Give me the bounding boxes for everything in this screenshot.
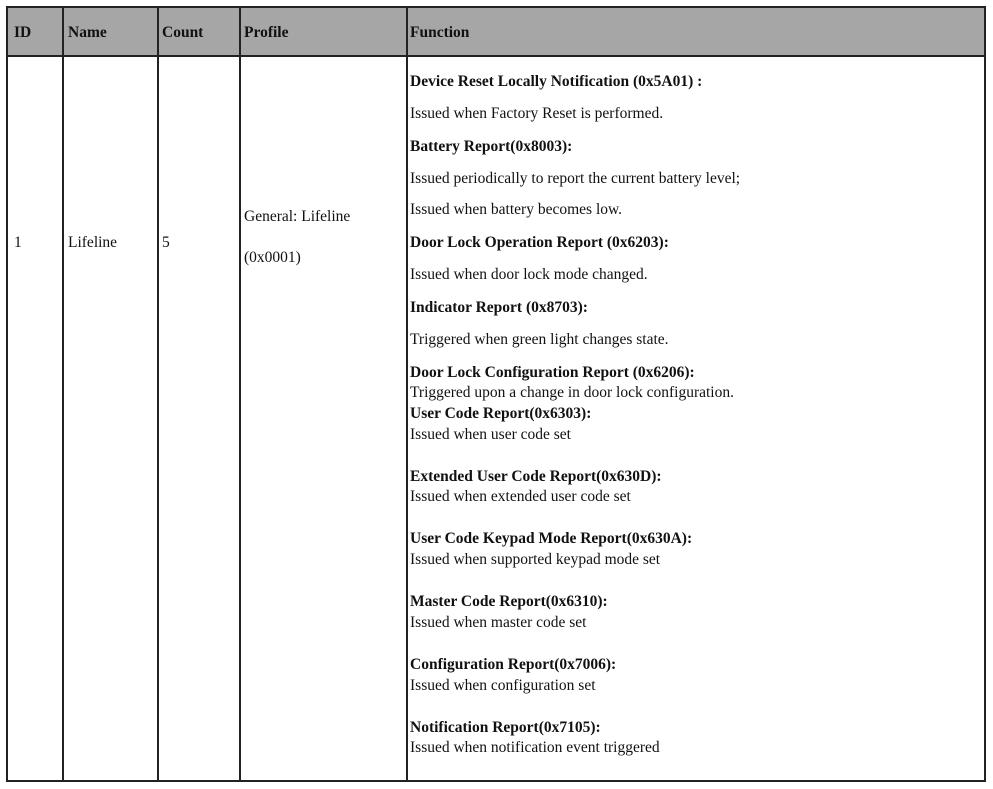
border-col-4 (406, 6, 408, 782)
border-col-3 (239, 6, 241, 782)
function-title: Battery Report(0x8003): (410, 138, 573, 155)
function-title: Indicator Report (0x8703): (410, 299, 588, 316)
border-left (6, 6, 8, 782)
cell-id: 1 (14, 234, 22, 251)
function-desc: Issued when battery becomes low. (410, 201, 623, 218)
function-title: Configuration Report(0x7006): (410, 656, 617, 673)
function-desc: Issued when extended user code set (410, 488, 631, 505)
function-desc: Issued when supported keypad mode set (410, 551, 661, 568)
cell-profile-line1: General: Lifeline (244, 208, 351, 225)
function-desc: Issued when user code set (410, 426, 571, 443)
function-desc: Issued periodically to report the current battery level; (410, 170, 741, 187)
border-bottom (6, 780, 986, 782)
function-title: Door Lock Configuration Report (0x6206): (410, 364, 695, 381)
function-title: Device Reset Locally Notification (0x5A01) : (410, 73, 703, 90)
border-top (6, 6, 986, 8)
function-title: Extended User Code Report(0x630D): (410, 468, 662, 485)
function-title: Door Lock Operation Report (0x6203): (410, 234, 669, 251)
function-desc: Issued when Factory Reset is performed. (410, 105, 664, 122)
function-desc: Issued when master code set (410, 614, 587, 631)
header-profile: Profile (244, 24, 289, 41)
header-count: Count (162, 24, 204, 41)
cell-count: 5 (162, 234, 170, 251)
cell-profile-line2: (0x0001) (244, 249, 301, 266)
border-right (984, 6, 986, 782)
function-desc: Issued when notification event triggered (410, 739, 660, 756)
header-function: Function (410, 24, 470, 41)
border-col-1 (62, 6, 64, 782)
border-col-2 (157, 6, 159, 782)
header-name: Name (68, 24, 107, 41)
function-desc: Triggered upon a change in door lock configuration. (410, 384, 734, 401)
function-title: User Code Keypad Mode Report(0x630A): (410, 530, 693, 547)
function-title: Notification Report(0x7105): (410, 719, 601, 736)
function-desc: Issued when configuration set (410, 677, 596, 694)
function-title: Master Code Report(0x6310): (410, 593, 608, 610)
table-header (6, 6, 986, 55)
function-desc: Issued when door lock mode changed. (410, 266, 648, 283)
header-id: ID (14, 24, 32, 41)
function-table (6, 6, 986, 782)
function-desc: Triggered when green light changes state. (410, 331, 669, 348)
function-title: User Code Report(0x6303): (410, 405, 592, 422)
border-header-bottom (6, 55, 986, 57)
cell-name: Lifeline (68, 234, 118, 251)
